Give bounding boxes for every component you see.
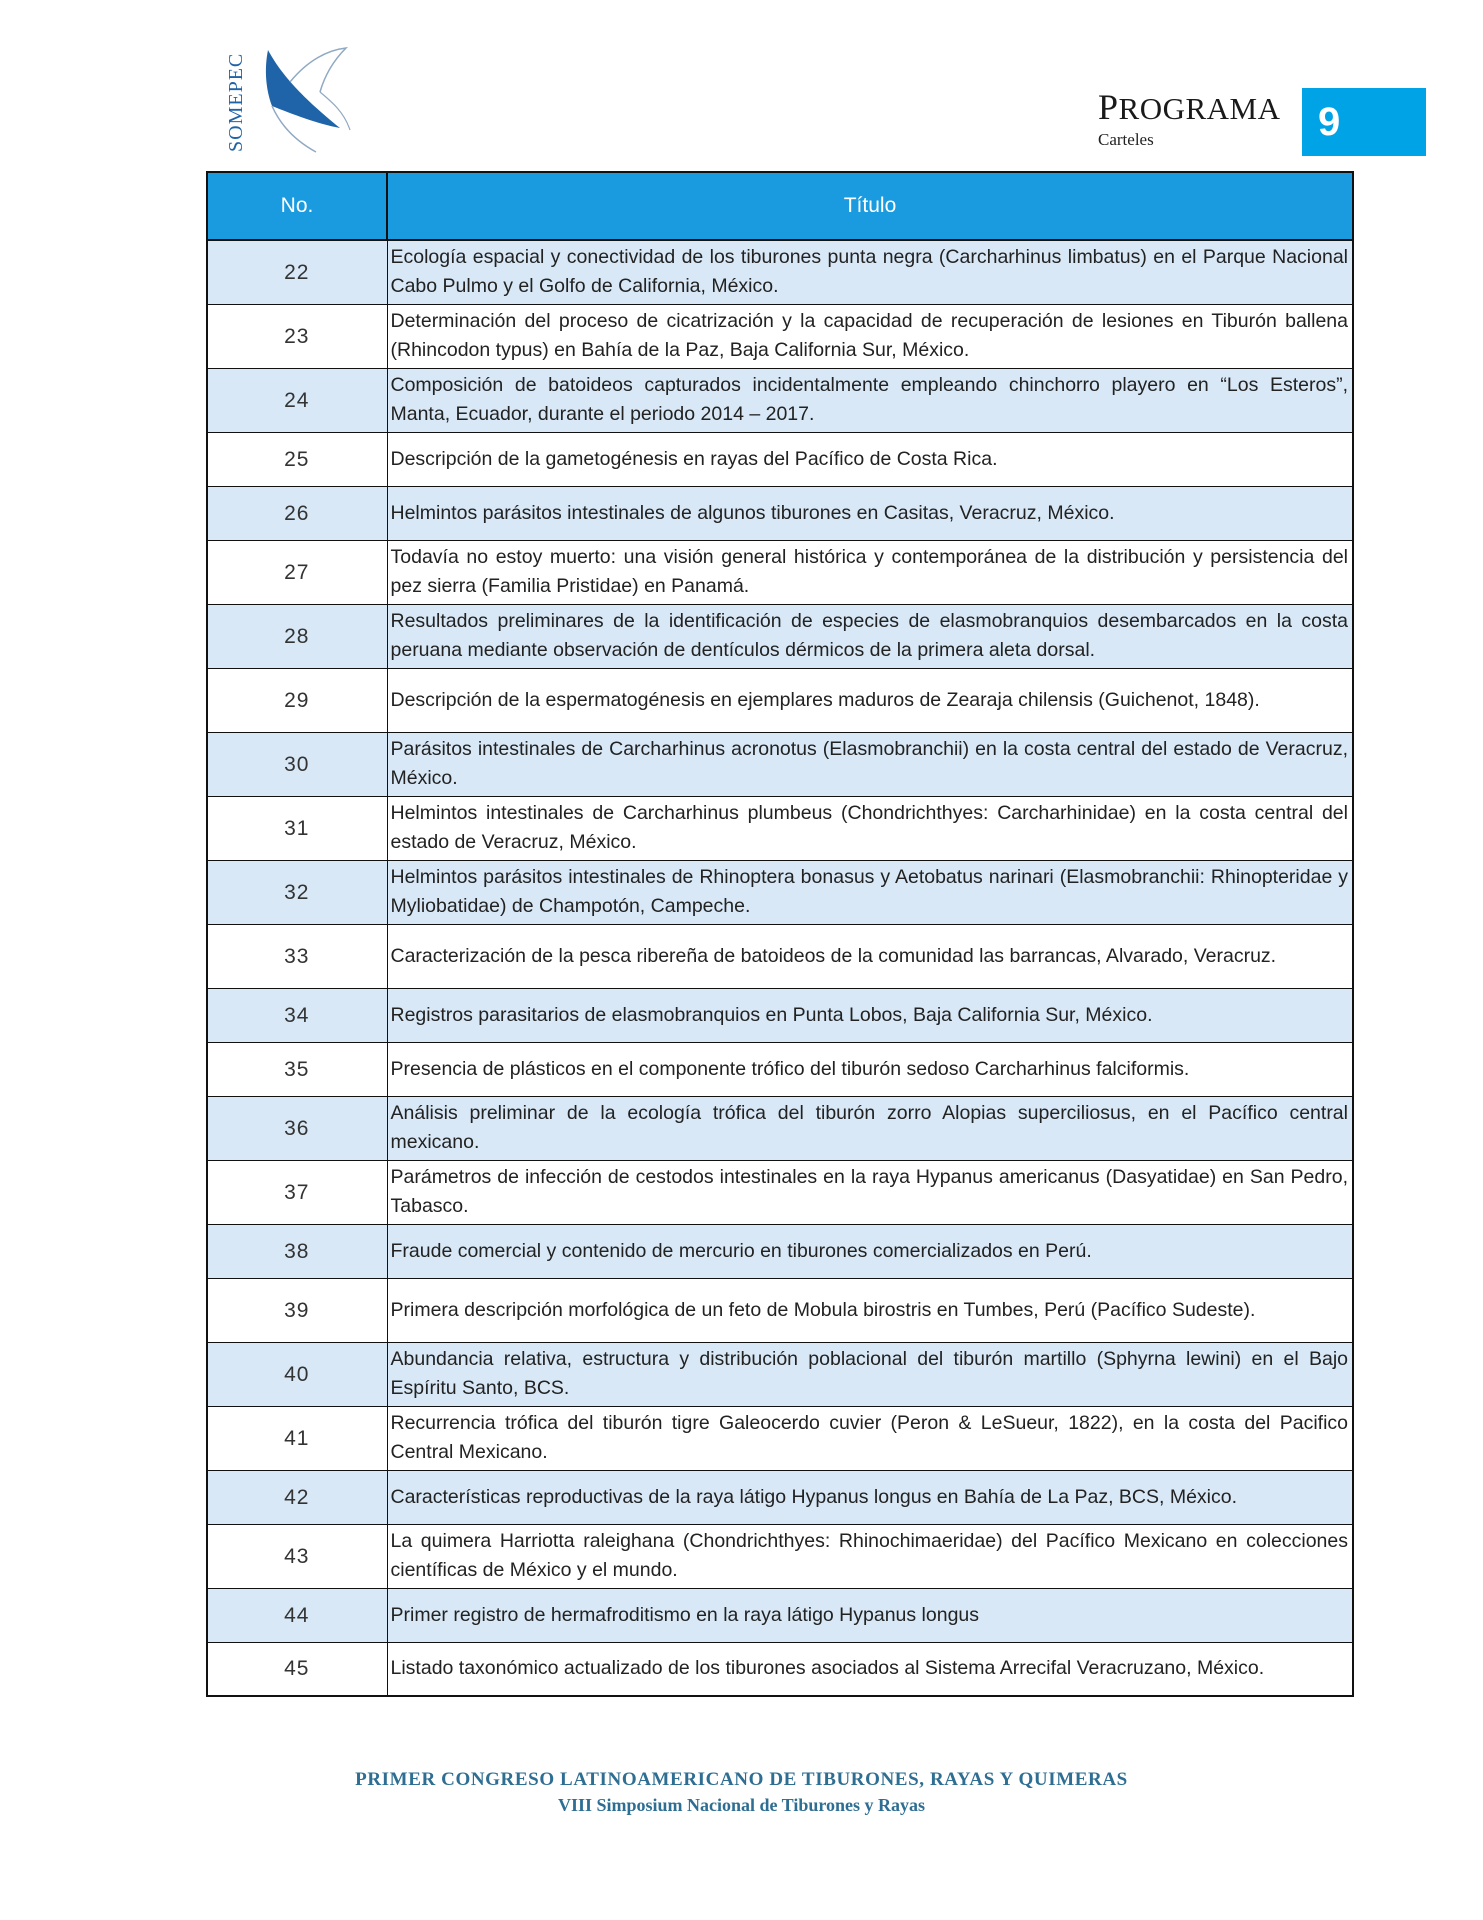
row-title: Primer registro de hermafroditismo en la raya látigo Hypanus longus [387,1588,1353,1642]
row-number: 38 [207,1224,387,1278]
table-row [207,988,1353,1042]
row-title: Listado taxonómico actualizado de los tiburones asociados al Sistema Arrecifal Veracruzano, México. [387,1642,1353,1696]
row-title: Abundancia relativa, estructura y distribución poblacional del tiburón martillo (Sphyrna lewini) en el Bajo Espíritu Santo, BCS. [387,1342,1353,1406]
row-number: 25 [207,432,387,486]
table-row [207,486,1353,540]
posters-table [206,171,1354,1697]
row-number: 45 [207,1642,387,1696]
table-row [207,796,1353,860]
table-row [207,604,1353,668]
row-number: 32 [207,860,387,924]
table-row [207,1160,1353,1224]
table-row [207,860,1353,924]
row-title: Descripción de la espermatogénesis en ejemplares maduros de Zearaja chilensis (Guichenot, 1848). [387,668,1353,732]
column-header-title: Título [387,172,1353,240]
page-number-badge: 9 [1302,88,1426,156]
row-title: Helmintos intestinales de Carcharhinus plumbeus (Chondrichthyes: Carcharhinidae) en la costa central del estado de Veracruz, México. [387,796,1353,860]
table-row [207,732,1353,796]
svg-text:SOMEPEC: SOMEPEC [225,52,247,152]
row-title: Parásitos intestinales de Carcharhinus acronotus (Elasmobranchii) en la costa central del estado de Veracruz, México. [387,732,1353,796]
table-row [207,240,1353,304]
row-number: 39 [207,1278,387,1342]
row-number: 24 [207,368,387,432]
row-number: 22 [207,240,387,304]
table-row [207,368,1353,432]
row-title: Fraude comercial y contenido de mercurio en tiburones comercializados en Perú. [387,1224,1353,1278]
row-title: Primera descripción morfológica de un feto de Mobula birostris en Tumbes, Perú (Pacífico Sudeste). [387,1278,1353,1342]
row-number: 41 [207,1406,387,1470]
table-row [207,304,1353,368]
row-number: 29 [207,668,387,732]
row-title: Todavía no estoy muerto: una visión general histórica y contemporánea de la distribución y persistencia del pez sierra (Familia Pristidae) en Panamá. [387,540,1353,604]
row-number: 43 [207,1524,387,1588]
table-header-row [207,172,1353,240]
row-number: 26 [207,486,387,540]
table-row [207,924,1353,988]
row-number: 37 [207,1160,387,1224]
row-number: 27 [207,540,387,604]
table-row [207,1588,1353,1642]
program-subtitle: Carteles [1098,130,1154,149]
row-number: 40 [207,1342,387,1406]
table-row [207,1042,1353,1096]
table-row [207,1342,1353,1406]
row-title: Análisis preliminar de la ecología trófica del tiburón zorro Alopias superciliosus, en el Pacífico central mexicano. [387,1096,1353,1160]
row-title: Caracterización de la pesca ribereña de batoideos de la comunidad las barrancas, Alvarado, Veracruz. [387,924,1353,988]
program-header [1098,86,1281,150]
row-title: Parámetros de infección de cestodos intestinales en la raya Hypanus americanus (Dasyatidae) en San Pedro, Tabasco. [387,1160,1353,1224]
row-title: Helmintos parásitos intestinales de algunos tiburones en Casitas, Veracruz, México. [387,486,1353,540]
row-title: La quimera Harriotta raleighana (Chondrichthyes: Rhinochimaeridae) del Pacífico Mexicano en colecciones científicas de México y el mundo. [387,1524,1353,1588]
table-row [207,1642,1353,1696]
footer-symposium-title: VIII Simposium Nacional de Tiburones y Rayas [557,1795,926,1815]
row-title: Resultados preliminares de la identificación de especies de elasmobranquios desembarcados en la costa peruana mediante observación de dentículos dérmicos de la primera aleta dorsal. [387,604,1353,668]
table-row [207,540,1353,604]
row-number: 23 [207,304,387,368]
table-row [207,1470,1353,1524]
program-title: PROGRAMA [1098,87,1281,127]
row-title: Descripción de la gametogénesis en rayas del Pacífico de Costa Rica. [387,432,1353,486]
row-title: Características reproductivas de la raya látigo Hypanus longus en Bahía de La Paz, BCS, México. [387,1470,1353,1524]
column-header-no: No. [207,172,387,240]
table-row [207,1406,1353,1470]
somepec-logo [225,42,363,160]
table-row [207,1524,1353,1588]
row-title: Presencia de plásticos en el componente trófico del tiburón sedoso Carcharhinus falciformis. [387,1042,1353,1096]
row-number: 28 [207,604,387,668]
table-row [207,1096,1353,1160]
row-number: 35 [207,1042,387,1096]
row-number: 30 [207,732,387,796]
row-number: 36 [207,1096,387,1160]
row-title: Recurrencia trófica del tiburón tigre Galeocerdo cuvier (Peron & LeSueur, 1822), en la costa del Pacifico Central Mexicano. [387,1406,1353,1470]
row-number: 44 [207,1588,387,1642]
table-row [207,432,1353,486]
footer-congress-title: PRIMER CONGRESO LATINOAMERICANO DE TIBURONES, RAYAS Y QUIMERAS [355,1769,1128,1790]
table-row [207,668,1353,732]
row-number: 34 [207,988,387,1042]
row-title: Composición de batoideos capturados incidentalmente empleando chinchorro playero en “Los Esteros”, Manta, Ecuador, durante el periodo 2014 – 2017. [387,368,1353,432]
row-title: Helmintos parásitos intestinales de Rhinoptera bonasus y Aetobatus narinari (Elasmobranchii: Rhinopteridae y Myliobatidae) de Champotón, Campeche. [387,860,1353,924]
row-number: 42 [207,1470,387,1524]
row-title: Registros parasitarios de elasmobranquios en Punta Lobos, Baja California Sur, México. [387,988,1353,1042]
row-title: Determinación del proceso de cicatrización y la capacidad de recuperación de lesiones en Tiburón ballena (Rhincodon typus) en Bahía de la Paz, Baja California Sur, México. [387,304,1353,368]
row-number: 31 [207,796,387,860]
table-row [207,1224,1353,1278]
row-title: Ecología espacial y conectividad de los tiburones punta negra (Carcharhinus limbatus) en el Parque Nacional Cabo Pulmo y el Golfo de California, México. [387,240,1353,304]
table-row [207,1278,1353,1342]
row-number: 33 [207,924,387,988]
